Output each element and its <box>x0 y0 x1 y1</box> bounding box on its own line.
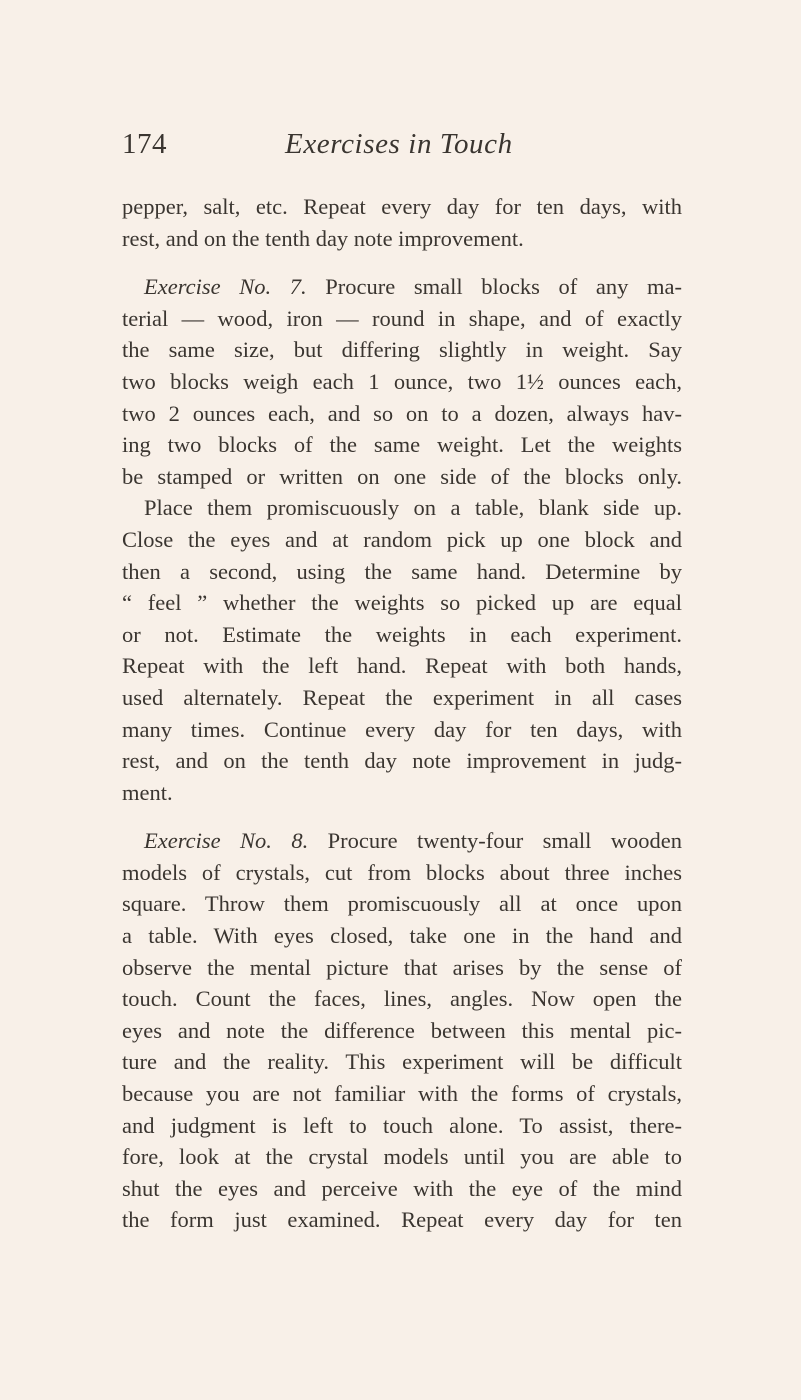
text-line: then a second, using the same hand. Determine by <box>122 558 682 584</box>
text-line: observe the mental picture that arises by the sense of <box>122 954 682 980</box>
text-line: terial — wood, iron — round in shape, and of exactly <box>122 305 682 331</box>
text-line: two 2 ounces each, and so on to a dozen, always hav- <box>122 400 682 426</box>
text-run: Procure twenty-four small wooden <box>308 828 682 854</box>
text-line: two blocks weigh each 1 ounce, two 1½ ounces each, <box>122 368 682 394</box>
text-run: Procure small blocks of any ma- <box>306 274 682 300</box>
text-line: square. Throw them promiscuously all at once upon <box>122 891 682 917</box>
page-number: 174 <box>122 128 167 160</box>
text-line <box>122 271 682 303</box>
text-line: ture and the reality. This experiment will be difficult <box>122 1049 682 1075</box>
text-line: and judgment is left to touch alone. To assist, there- <box>122 1112 682 1138</box>
running-head <box>122 128 682 168</box>
exercise-label: Exercise No. 7. <box>144 274 307 300</box>
text-line: models of crystals, cut from blocks about three inches <box>122 859 682 885</box>
body-text <box>122 191 682 1236</box>
text-line: Place them promiscuously on a table, blank side up. <box>144 495 682 521</box>
paragraph-exercise-8 <box>122 825 682 1236</box>
text-line: touch. Count the faces, lines, angles. Now open the <box>122 986 682 1012</box>
text-line: eyes and note the difference between this mental pic- <box>122 1017 682 1043</box>
exercise-label: Exercise No. 8. <box>144 828 309 854</box>
text-line: “ feel ” whether the weights so picked up are equal <box>122 590 682 616</box>
text-line: ing two blocks of the same weight. Let the weights <box>122 432 682 458</box>
running-title: Exercises in Touch <box>285 128 513 160</box>
text-line: the form just examined. Repeat every day for ten <box>122 1207 682 1233</box>
paragraph-continuation <box>122 191 682 254</box>
text-line: many times. Continue every day for ten days, with <box>122 716 682 742</box>
text-line: the same size, but differing slightly in weight. Say <box>122 337 682 363</box>
text-line: ment. <box>122 779 173 805</box>
text-line: rest, and on the tenth day note improvement. <box>122 225 524 251</box>
text-line: rest, and on the tenth day note improvement in judg- <box>122 748 682 774</box>
text-line: because you are not familiar with the forms of crystals, <box>122 1081 682 1107</box>
text-line: shut the eyes and perceive with the eye of the mind <box>122 1175 682 1201</box>
text-line: fore, look at the crystal models until you are able to <box>122 1144 682 1170</box>
text-line: used alternately. Repeat the experiment in all cases <box>122 684 682 710</box>
paragraph-exercise-7 <box>122 271 682 808</box>
text-line: or not. Estimate the weights in each experiment. <box>122 621 682 647</box>
text-line: Repeat with the left hand. Repeat with both hands, <box>122 653 682 679</box>
text-line: be stamped or written on one side of the blocks only. <box>122 463 682 489</box>
text-line: pepper, salt, etc. Repeat every day for ten days, with <box>122 194 682 219</box>
text-line <box>122 825 682 857</box>
text-line: Close the eyes and at random pick up one block and <box>122 526 682 552</box>
text-line: a table. With eyes closed, take one in the hand and <box>122 923 682 949</box>
